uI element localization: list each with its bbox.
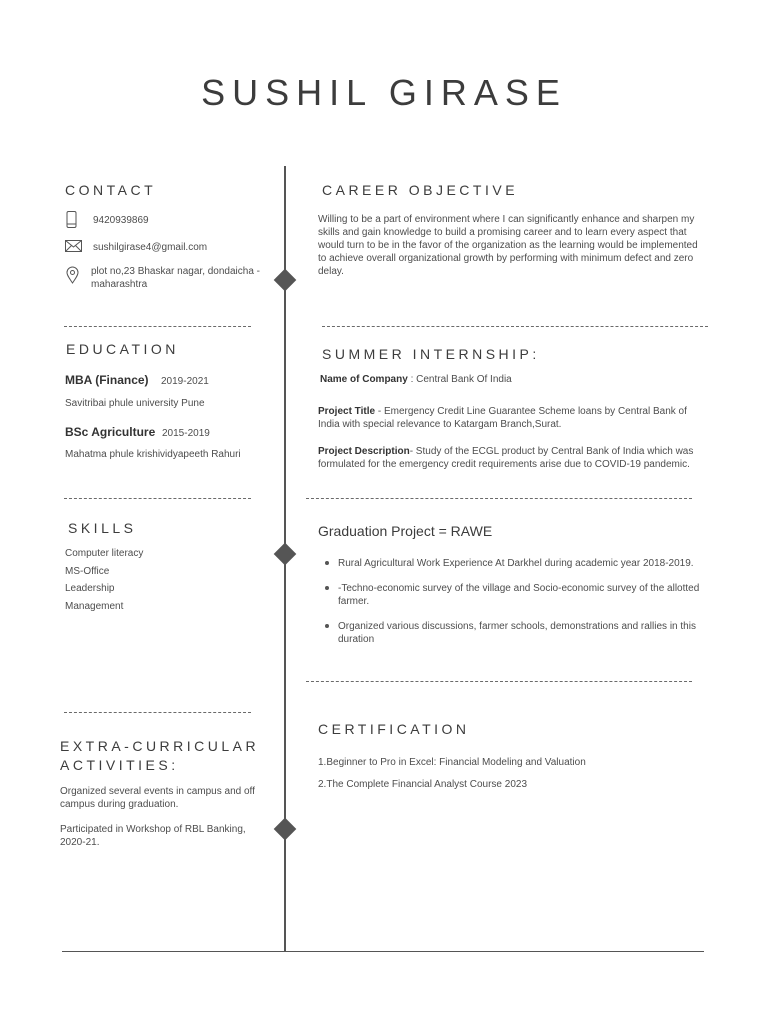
- education-years: 2019-2021: [161, 376, 209, 387]
- list-item: Organized various discussions, farmer schools, demonstrations and rallies in this duration: [318, 620, 710, 646]
- project-description-label: Project Description: [318, 446, 410, 457]
- internship-company: [320, 373, 710, 386]
- skill-item: Computer literacy: [65, 548, 144, 559]
- activity-item: Organized several events in campus and off campus during graduation.: [60, 786, 255, 810]
- company-label: Name of Company: [320, 374, 408, 385]
- location-pin-icon: [66, 266, 79, 284]
- internship-heading: SUMMER INTERNSHIP:: [322, 346, 540, 362]
- divider-diamond: [274, 269, 297, 292]
- section-divider: [306, 681, 692, 682]
- divider-diamond: [274, 818, 297, 841]
- career-objective-text: Willing to be a part of environment where I can significantly enhance and sharpen my skills and gain knowledge to build a promising career and to learn every aspect that would turn to be in the favor of the organization as the learning would be implemented to achieve overall organizational growth by performing with minimum defect and zero delay.: [318, 214, 698, 277]
- list-item: Rural Agricultural Work Experience At Darkhel during academic year 2018-2019.: [318, 557, 710, 570]
- list-item: -Techno-economic survey of the village and Socio-economic survey of the allotted farmer.: [318, 582, 710, 608]
- education-years: 2015-2019: [162, 428, 210, 439]
- extra-curricular-heading: EXTRA-CURRICULAR ACTIVITIES:: [60, 738, 260, 773]
- education-school: Mahatma phule krishividyapeeth Rahuri: [65, 449, 241, 460]
- skills-heading: SKILLS: [68, 520, 137, 536]
- education-degree: BSc Agriculture: [65, 425, 156, 439]
- skill-item: Leadership: [65, 583, 115, 594]
- career-objective-heading: CAREER OBJECTIVE: [322, 182, 519, 198]
- section-divider: [64, 498, 251, 499]
- graduation-project-list: [318, 557, 710, 658]
- project-title-value: - Emergency Credit Line Guarantee Scheme loans by Central Bank of India with special relevance to Katargam Branch,Surat.: [318, 406, 687, 430]
- skill-item: Management: [65, 601, 124, 612]
- section-divider: [306, 498, 692, 499]
- contact-phone[interactable]: 9420939869: [93, 215, 149, 226]
- certification-item: 2.The Complete Financial Analyst Course 2023: [318, 779, 528, 790]
- contact-address: plot no,23 Bhaskar nagar, dondaicha - maharashtra: [91, 266, 261, 290]
- contact-email[interactable]: sushilgirase4@gmail.com: [93, 242, 208, 253]
- section-divider: [64, 712, 251, 713]
- education-heading: EDUCATION: [66, 341, 179, 357]
- graduation-project-heading: Graduation Project = RAWE: [318, 523, 493, 539]
- project-title-label: Project Title: [318, 406, 376, 417]
- mail-icon: [65, 240, 82, 252]
- resume-name: SUSHIL GIRASE: [201, 72, 567, 113]
- activity-item: Participated in Workshop of RBL Banking, 2020-21.: [60, 824, 246, 848]
- education-school: Savitribai phule university Pune: [65, 398, 205, 409]
- company-value: : Central Bank Of India: [407, 374, 512, 385]
- divider-diamond: [274, 543, 297, 566]
- contact-heading: CONTACT: [65, 182, 157, 198]
- section-divider: [64, 326, 251, 327]
- education-degree: MBA (Finance): [65, 373, 149, 387]
- skill-item: MS-Office: [65, 566, 110, 577]
- certification-heading: CERTIFICATION: [318, 721, 470, 737]
- bottom-divider: [62, 951, 704, 952]
- phone-icon: [66, 211, 77, 228]
- project-description-value: - Study of the ECGL product by Central Bank of India which was formulated for the emergency credit requirements arise due to COVID-19 pandemic.: [318, 446, 694, 470]
- internship-project-description: [318, 445, 708, 471]
- certification-item: 1.Beginner to Pro in Excel: Financial Modeling and Valuation: [318, 757, 586, 768]
- internship-project-title: [318, 405, 708, 431]
- section-divider: [322, 326, 708, 327]
